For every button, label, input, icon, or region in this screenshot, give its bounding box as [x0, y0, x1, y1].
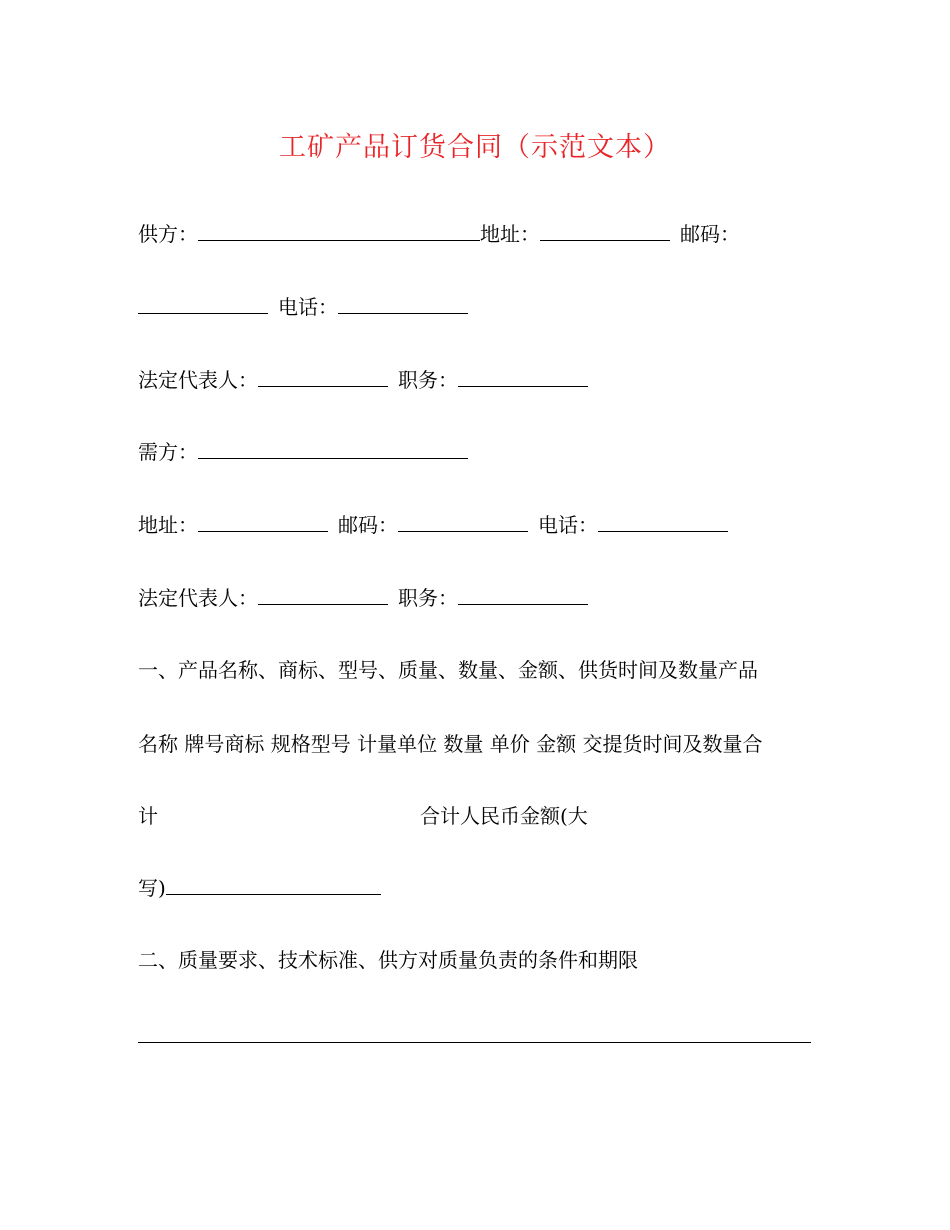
buyer-postcode-field[interactable]	[398, 511, 528, 532]
uppercase-amount-field[interactable]	[166, 874, 381, 895]
supplier-position-field[interactable]	[458, 366, 588, 387]
section2-heading: 二、质量要求、技术标准、供方对质量负责的条件和期限	[138, 948, 638, 972]
document-title: 工矿产品订货合同（示范文本）	[279, 132, 671, 163]
buyer-legal-rep-field[interactable]	[258, 584, 388, 605]
supplier-name-field[interactable]	[198, 220, 480, 241]
supplier-address-label: 地址：	[480, 222, 540, 246]
section1-line1: 一、产品名称、商标、型号、质量、数量、金额、供货时间及数量产品	[138, 658, 758, 682]
supplier-legal-rep-field[interactable]	[258, 366, 388, 387]
supplier-row-3	[138, 366, 588, 394]
supplier-row-1	[138, 220, 740, 248]
section1-line2: 名称 牌号商标 规格型号 计量单位 数量 单价 金额 交提货时间及数量合	[138, 732, 763, 756]
buyer-name-field[interactable]	[198, 438, 468, 459]
section2-fill-line[interactable]	[138, 1042, 811, 1043]
buyer-row-3	[138, 584, 588, 612]
supplier-postcode-label: 邮码：	[680, 222, 740, 246]
supplier-phone-field[interactable]	[338, 293, 468, 314]
buyer-address-label: 地址：	[138, 513, 198, 537]
buyer-label: 需方：	[138, 440, 198, 464]
supplier-postcode-field[interactable]	[138, 293, 268, 314]
supplier-address-field[interactable]	[540, 220, 670, 241]
buyer-address-field[interactable]	[198, 511, 328, 532]
supplier-position-label: 职务：	[398, 368, 458, 392]
buyer-position-field[interactable]	[458, 584, 588, 605]
buyer-row-1	[138, 438, 468, 466]
buyer-legal-rep-label: 法定代表人：	[138, 586, 258, 610]
uppercase-amount-label: 写)	[138, 876, 166, 900]
supplier-row-2	[138, 293, 468, 321]
section1-line4	[138, 874, 381, 902]
total-label: 计	[138, 804, 158, 828]
buyer-postcode-label: 邮码：	[338, 513, 398, 537]
supplier-label: 供方：	[138, 222, 198, 246]
supplier-legal-rep-label: 法定代表人：	[138, 368, 258, 392]
buyer-phone-label: 电话：	[538, 513, 598, 537]
buyer-row-2	[138, 511, 728, 539]
supplier-phone-label: 电话：	[278, 295, 338, 319]
buyer-position-label: 职务：	[398, 586, 458, 610]
total-rmb-label: 合计人民币金额(大	[420, 804, 588, 828]
buyer-phone-field[interactable]	[598, 511, 728, 532]
section1-line3	[138, 802, 588, 830]
